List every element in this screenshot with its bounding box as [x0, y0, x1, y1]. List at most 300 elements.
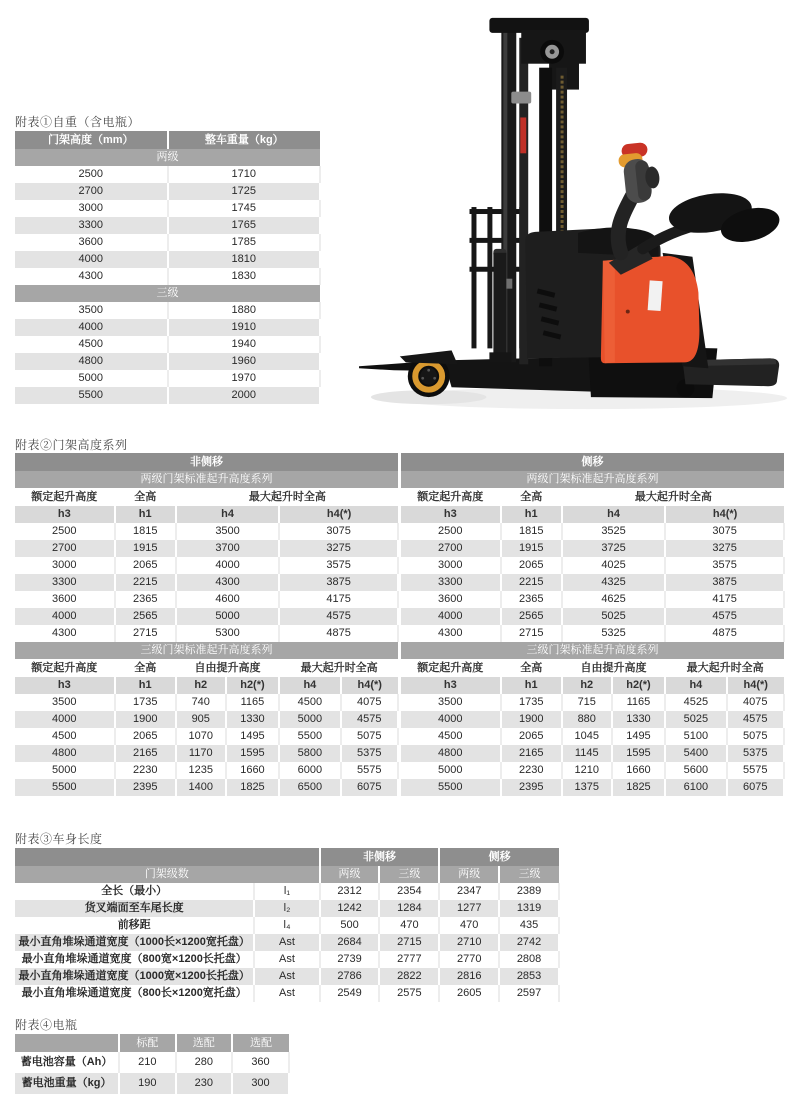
table-cell: 4000	[401, 711, 501, 728]
table-row	[15, 608, 398, 625]
table-cell: 2215	[115, 574, 176, 591]
table-cell: 1910	[168, 319, 321, 336]
symbol-header-row	[15, 677, 398, 694]
table-cell: 2165	[501, 745, 562, 762]
table-cell: 6075	[727, 779, 784, 796]
table-cell: 4075	[727, 694, 784, 711]
table-cell: 4800	[15, 745, 115, 762]
table-cell: 2684	[320, 934, 380, 951]
table1-col-mast-height: 门架高度（mm）	[15, 131, 168, 149]
table-row	[15, 1073, 289, 1094]
table-row	[401, 728, 784, 745]
table-row	[15, 762, 398, 779]
table3-body-length	[15, 848, 560, 1002]
table-cell: 蓄电池重量（kg）	[15, 1073, 119, 1094]
table-cell: 2786	[320, 968, 380, 985]
col-optional: 选配	[176, 1034, 232, 1052]
table-cell: 5575	[341, 762, 398, 779]
col-h3: h3	[401, 677, 501, 694]
table-cell: 1725	[168, 183, 321, 200]
table-cell: 2215	[501, 574, 562, 591]
table-cell: 435	[499, 917, 559, 934]
col-h3: h3	[15, 506, 115, 523]
table1-two-stage-body	[15, 166, 320, 285]
group-overall-height: 全高	[501, 659, 562, 677]
table-cell: 740	[176, 694, 226, 711]
table-cell: 3700	[176, 540, 279, 557]
table-cell: 4000	[15, 608, 115, 625]
table-cell: 1810	[168, 251, 321, 268]
table-cell: 2605	[439, 985, 499, 1002]
table-cell: 1960	[168, 353, 321, 370]
table-cell: 2549	[320, 985, 380, 1002]
table-cell: 2500	[15, 523, 115, 540]
table-row	[15, 900, 559, 917]
table-cell: 1145	[562, 745, 612, 762]
table-cell: 3500	[15, 694, 115, 711]
table-row	[15, 353, 320, 370]
table-cell: 280	[176, 1052, 232, 1073]
group-max-lift-height: 最大起升时全高	[176, 488, 398, 506]
table-cell: 3500	[15, 302, 168, 319]
table-cell: 470	[439, 917, 499, 934]
group-overall-height: 全高	[501, 488, 562, 506]
table1-title: 附表①自重（含电瓶）	[15, 115, 141, 129]
table3-title: 附表③车身长度	[15, 832, 103, 846]
table-cell: 4175	[279, 591, 398, 608]
table-cell: 905	[176, 711, 226, 728]
table-cell: 2365	[115, 591, 176, 608]
two-stage-subheader: 两级门架标准起升高度系列	[401, 471, 784, 488]
table-cell: l₂	[254, 900, 319, 917]
table-cell: 1900	[115, 711, 176, 728]
blank-corner-cell	[15, 848, 320, 866]
table-cell: 4325	[562, 574, 665, 591]
table-cell: 2365	[501, 591, 562, 608]
table-cell: 3075	[279, 523, 398, 540]
table-cell: 5075	[727, 728, 784, 745]
symbol-header-row	[15, 506, 398, 523]
table-cell: 1735	[501, 694, 562, 711]
table-row	[15, 251, 320, 268]
table-cell: 4000	[15, 319, 168, 336]
table-row	[15, 985, 559, 1002]
table-row	[15, 217, 320, 234]
col-h2-star: h2(*)	[226, 677, 280, 694]
table-cell: 2230	[501, 762, 562, 779]
table-cell: 1235	[176, 762, 226, 779]
col-h3: h3	[15, 677, 115, 694]
table-cell: 2816	[439, 968, 499, 985]
table-cell: 4525	[665, 694, 726, 711]
table-row	[15, 574, 398, 591]
table1-col-truck-weight: 整车重量（kg）	[168, 131, 321, 149]
table-cell: 4500	[15, 728, 115, 745]
table4-body	[15, 1052, 289, 1094]
section-header-row	[15, 149, 320, 166]
table-row	[401, 574, 784, 591]
table1-header-row	[15, 131, 320, 149]
symbol-header-row	[401, 506, 784, 523]
table-cell: 3600	[15, 591, 115, 608]
table2-half-non-sideshift	[15, 453, 399, 796]
table-cell: 5075	[341, 728, 398, 745]
section-label-two-stage: 两级	[15, 149, 320, 166]
table-cell: 6000	[279, 762, 340, 779]
table-cell: 5600	[665, 762, 726, 779]
table-cell: 360	[232, 1052, 289, 1073]
subheader-row	[401, 642, 784, 659]
table-cell: 1595	[226, 745, 280, 762]
group-rated-lift: 额定起升高度	[15, 488, 115, 506]
table-cell: 2065	[115, 728, 176, 745]
table-cell: 2715	[379, 934, 439, 951]
forklift-photo	[353, 2, 798, 430]
table-cell: 1495	[612, 728, 666, 745]
table-cell: 1400	[176, 779, 226, 796]
table-cell: 1660	[612, 762, 666, 779]
table-cell: 5400	[665, 745, 726, 762]
table2-mast-height-series	[15, 453, 785, 796]
table-row	[15, 540, 398, 557]
table-cell: 1765	[168, 217, 321, 234]
table-cell: 4300	[15, 268, 168, 285]
table-cell: 1210	[562, 762, 612, 779]
table-cell: 3075	[665, 523, 784, 540]
symbol-header-row	[401, 677, 784, 694]
col-h1: h1	[115, 677, 176, 694]
table-cell: 4500	[401, 728, 501, 745]
table-cell: 2389	[499, 883, 559, 900]
group-max-lift-height: 最大起升时全高	[665, 659, 784, 677]
table-cell: 全长（最小）	[15, 883, 254, 900]
table-cell: 5575	[727, 762, 784, 779]
table4-title: 附表④电瓶	[15, 1018, 78, 1032]
table-cell: 5000	[15, 762, 115, 779]
table3-group-header-row	[15, 848, 559, 866]
section-label-three-stage: 三级	[15, 285, 320, 302]
table-cell: 2230	[115, 762, 176, 779]
table-row	[15, 591, 398, 608]
table-cell: 3725	[562, 540, 665, 557]
table-row	[15, 745, 398, 762]
table-cell: 蓄电池容量（Ah）	[15, 1052, 119, 1073]
table-cell: 2065	[115, 557, 176, 574]
table-cell: 3875	[665, 574, 784, 591]
table-cell: 1595	[612, 745, 666, 762]
table-cell: 3575	[665, 557, 784, 574]
table-row	[401, 745, 784, 762]
table-cell: 4500	[15, 336, 168, 353]
col-h1: h1	[501, 677, 562, 694]
half-header-row	[15, 453, 398, 471]
table-cell: 1915	[501, 540, 562, 557]
table-row	[401, 557, 784, 574]
table-cell: 4875	[665, 625, 784, 642]
col-h2: h2	[562, 677, 612, 694]
group-header-row	[401, 659, 784, 677]
subheader-row	[15, 471, 398, 488]
table-cell: 2710	[439, 934, 499, 951]
table-cell: 4000	[15, 711, 115, 728]
table-cell: 4575	[279, 608, 398, 625]
table-cell: 最小直角堆垛通道宽度（1000宽×1200长托盘）	[15, 968, 254, 985]
table-cell: 3300	[401, 574, 501, 591]
table-row	[15, 779, 398, 796]
table-cell: 2347	[439, 883, 499, 900]
table-cell: 5500	[15, 779, 115, 796]
group-rated-lift: 额定起升高度	[15, 659, 115, 677]
table-cell: 1785	[168, 234, 321, 251]
table-cell: 2715	[115, 625, 176, 642]
table-row	[401, 779, 784, 796]
table-row	[15, 523, 398, 540]
table-row	[15, 968, 559, 985]
col-h1: h1	[115, 506, 176, 523]
col-h4-star: h4(*)	[341, 677, 398, 694]
table-cell: 4875	[279, 625, 398, 642]
table-cell: 1330	[226, 711, 280, 728]
table-cell: 6500	[279, 779, 340, 796]
table-cell: 4300	[176, 574, 279, 591]
table-cell: 4500	[279, 694, 340, 711]
table-cell: 3300	[15, 217, 168, 234]
three-stage-body	[401, 694, 784, 796]
table-cell: 5100	[665, 728, 726, 745]
table-cell: 1710	[168, 166, 321, 183]
table-cell: 2700	[401, 540, 501, 557]
table-cell: 1277	[439, 900, 499, 917]
col-h2: h2	[176, 677, 226, 694]
table-cell: 1330	[612, 711, 666, 728]
table-cell: 3500	[176, 523, 279, 540]
table-cell: Ast	[254, 968, 319, 985]
table-cell: 5500	[15, 387, 168, 404]
table-cell: 1825	[612, 779, 666, 796]
table-cell: 5025	[562, 608, 665, 625]
table-cell: 3275	[665, 540, 784, 557]
table-cell: 190	[119, 1073, 175, 1094]
col-h4-star: h4(*)	[279, 506, 398, 523]
table-cell: 1745	[168, 200, 321, 217]
table-cell: 2395	[115, 779, 176, 796]
table-cell: 2500	[401, 523, 501, 540]
table-cell: 4800	[15, 353, 168, 370]
blank-corner-cell	[15, 1034, 119, 1052]
table-cell: 2500	[15, 166, 168, 183]
section-header-row	[15, 285, 320, 302]
table-cell: 1880	[168, 302, 321, 319]
table-cell: 5025	[665, 711, 726, 728]
table-row	[401, 591, 784, 608]
half-title: 侧移	[401, 453, 784, 471]
table-row	[15, 711, 398, 728]
table-cell: 715	[562, 694, 612, 711]
table-cell: 2312	[320, 883, 380, 900]
table-cell: 2165	[115, 745, 176, 762]
table-cell: 1375	[562, 779, 612, 796]
table-cell: 5000	[176, 608, 279, 625]
col-h4: h4	[176, 506, 279, 523]
col-h1: h1	[501, 506, 562, 523]
table-row	[15, 557, 398, 574]
group-header-row	[401, 488, 784, 506]
table-cell: 4175	[665, 591, 784, 608]
subheader-row	[15, 642, 398, 659]
two-stage-body	[15, 523, 398, 642]
col-h3: h3	[401, 506, 501, 523]
col-h4: h4	[279, 677, 340, 694]
table2-half-sideshift	[401, 453, 785, 796]
col-three-stage: 三级	[379, 866, 439, 883]
table-cell: 1735	[115, 694, 176, 711]
table-cell: 4075	[341, 694, 398, 711]
two-stage-body	[401, 523, 784, 642]
table-cell: Ast	[254, 985, 319, 1002]
group-max-lift-height: 最大起升时全高	[562, 488, 784, 506]
table3-col-header-row	[15, 866, 559, 883]
table-cell: 3000	[15, 200, 168, 217]
table-cell: 2065	[501, 728, 562, 745]
table-cell: 1170	[176, 745, 226, 762]
table-row	[15, 319, 320, 336]
table-cell: 2777	[379, 951, 439, 968]
table-cell: 3525	[562, 523, 665, 540]
group-sideshift: 侧移	[439, 848, 559, 866]
table-cell: 3575	[279, 557, 398, 574]
table-cell: 1045	[562, 728, 612, 745]
table-cell: 1242	[320, 900, 380, 917]
table-row	[401, 523, 784, 540]
table-cell: 4575	[665, 608, 784, 625]
table-cell: Ast	[254, 934, 319, 951]
table-cell: 230	[176, 1073, 232, 1094]
table-cell: 1070	[176, 728, 226, 745]
group-free-lift: 自由提升高度	[562, 659, 665, 677]
table-row	[15, 234, 320, 251]
table-cell: 470	[379, 917, 439, 934]
group-overall-height: 全高	[115, 488, 176, 506]
table-cell: 2354	[379, 883, 439, 900]
table-cell: 3000	[401, 557, 501, 574]
table3-body	[15, 883, 559, 1002]
group-max-lift-height: 最大起升时全高	[279, 659, 398, 677]
col-standard: 标配	[119, 1034, 175, 1052]
table-cell: 5325	[562, 625, 665, 642]
table-cell: 6075	[341, 779, 398, 796]
table-cell: 2770	[439, 951, 499, 968]
table-cell: 3000	[15, 557, 115, 574]
table-cell: 2700	[15, 183, 168, 200]
table-cell: 4300	[401, 625, 501, 642]
half-header-row	[401, 453, 784, 471]
table-cell: 1830	[168, 268, 321, 285]
table-cell: 3600	[401, 591, 501, 608]
table-cell: 最小直角堆垛通道宽度（800宽×1200长托盘）	[15, 951, 254, 968]
table-cell: 最小直角堆垛通道宽度（1000长×1200宽托盘）	[15, 934, 254, 951]
table-row	[15, 302, 320, 319]
col-two-stage: 两级	[320, 866, 380, 883]
table-row	[15, 951, 559, 968]
table-cell: 1815	[501, 523, 562, 540]
table-cell: 1660	[226, 762, 280, 779]
group-header-row	[15, 659, 398, 677]
group-free-lift: 自由提升高度	[176, 659, 279, 677]
table-cell: 5000	[15, 370, 168, 387]
table-cell: 1495	[226, 728, 280, 745]
group-rated-lift: 额定起升高度	[401, 659, 501, 677]
subheader-row	[401, 471, 784, 488]
three-stage-subheader: 三级门架标准起升高度系列	[15, 642, 398, 659]
table-cell: 2715	[501, 625, 562, 642]
table-row	[401, 540, 784, 557]
table-cell: 4575	[727, 711, 784, 728]
table-row	[15, 694, 398, 711]
table-row	[15, 625, 398, 642]
col-h4-star: h4(*)	[727, 677, 784, 694]
table-cell: 2700	[15, 540, 115, 557]
table-cell: 3275	[279, 540, 398, 557]
table-cell: 5000	[401, 762, 501, 779]
armrest	[666, 188, 783, 248]
col-h2-star: h2(*)	[612, 677, 666, 694]
col-h4: h4	[562, 506, 665, 523]
table-cell: 5375	[727, 745, 784, 762]
table-cell: 4000	[15, 251, 168, 268]
table-row	[15, 917, 559, 934]
table-row	[15, 166, 320, 183]
table-cell: 5500	[279, 728, 340, 745]
table-row	[15, 883, 559, 900]
table-cell: 2822	[379, 968, 439, 985]
table-row	[401, 608, 784, 625]
table-cell: 2000	[168, 387, 321, 404]
table-row	[401, 762, 784, 779]
table-cell: 3600	[15, 234, 168, 251]
table-row	[15, 387, 320, 404]
table-cell: 4625	[562, 591, 665, 608]
table-row	[15, 728, 398, 745]
table-cell: 4575	[341, 711, 398, 728]
table-cell: 5300	[176, 625, 279, 642]
table-cell: Ast	[254, 951, 319, 968]
table4-battery	[15, 1034, 290, 1094]
table4-header-row	[15, 1034, 289, 1052]
table-cell: 1825	[226, 779, 280, 796]
wheel-fender	[400, 350, 458, 364]
table-row	[401, 711, 784, 728]
table-cell: 1284	[379, 900, 439, 917]
table-cell: 1900	[501, 711, 562, 728]
table-cell: 5800	[279, 745, 340, 762]
col-optional: 选配	[232, 1034, 289, 1052]
col-two-stage: 两级	[439, 866, 499, 883]
table-cell: 1319	[499, 900, 559, 917]
table-cell: 1165	[612, 694, 666, 711]
table-cell: 最小直角堆垛通道宽度（800长×1200宽托盘）	[15, 985, 254, 1002]
col-h4: h4	[665, 677, 726, 694]
table-row	[15, 370, 320, 387]
table-cell: 300	[232, 1073, 289, 1094]
table-row	[15, 268, 320, 285]
table-cell: 4600	[176, 591, 279, 608]
table-cell: 货叉端面至车尾长度	[15, 900, 254, 917]
table-cell: 1940	[168, 336, 321, 353]
table-cell: 500	[320, 917, 380, 934]
table-cell: 210	[119, 1052, 175, 1073]
group-rated-lift: 额定起升高度	[401, 488, 501, 506]
table-row	[15, 336, 320, 353]
